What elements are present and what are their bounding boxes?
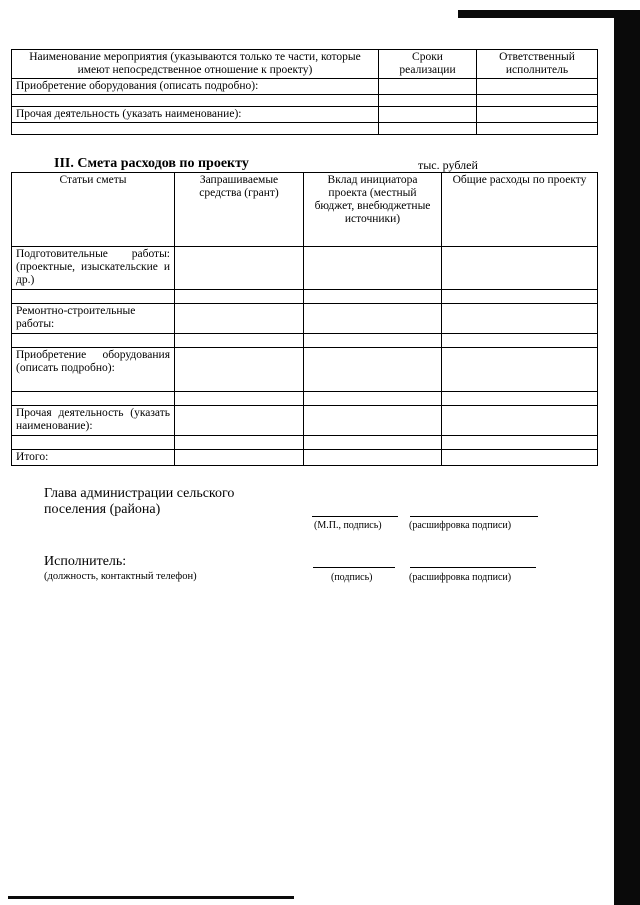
table-cell	[175, 392, 304, 406]
table-cell	[442, 290, 598, 304]
table-cell	[175, 334, 304, 348]
table-row-total	[12, 450, 598, 466]
head-decode-caption: (расшифровка подписи)	[409, 520, 512, 531]
table-row	[12, 348, 598, 392]
table-cell: Ремонтно-строительные работы:	[12, 304, 175, 334]
table-cell: Подготовительные работы: (проектные, изыскательские и др.)	[12, 247, 175, 290]
table-cell	[442, 436, 598, 450]
table-header-row	[12, 50, 598, 79]
head-signature-title: Глава администрации сельского поселения (района)	[44, 486, 235, 517]
table-cell	[477, 123, 598, 135]
executor-title: Исполнитель:	[44, 554, 127, 569]
table-cell	[379, 123, 477, 135]
table-row	[12, 107, 598, 123]
table-cell	[304, 290, 442, 304]
table-row	[12, 406, 598, 436]
table-cell	[442, 392, 598, 406]
table-cell	[442, 406, 598, 436]
table-cell	[304, 348, 442, 392]
executor-decode-line	[410, 567, 536, 568]
column-header-responsible: Ответственный исполнитель	[477, 50, 598, 79]
table-cell	[379, 107, 477, 123]
table-cell	[175, 247, 304, 290]
table-cell	[175, 290, 304, 304]
table-cell	[175, 406, 304, 436]
executor-sign-caption: (подпись)	[331, 572, 373, 583]
table-cell	[442, 304, 598, 334]
table-row	[12, 392, 598, 406]
executor-subtitle: (должность, контактный телефон)	[44, 571, 197, 582]
scan-edge-right	[614, 12, 640, 905]
table-cell	[304, 436, 442, 450]
table-cell	[304, 406, 442, 436]
table-cell-total-label: Итого:	[12, 450, 175, 466]
column-header-total: Общие расходы по проекту	[442, 173, 598, 247]
table-cell	[304, 392, 442, 406]
units-label: тыс. рублей	[418, 158, 478, 172]
table-cell	[175, 304, 304, 334]
table-cell	[379, 95, 477, 107]
table-cell: Прочая деятельность (указать наименование):	[12, 107, 379, 123]
events-table	[11, 49, 598, 135]
table-cell	[12, 123, 379, 135]
table-cell	[12, 290, 175, 304]
table-cell	[12, 334, 175, 348]
column-header-event: Наименование мероприятия (указываются только те части, которые имеют непосредственное отношение к проекту)	[12, 50, 379, 79]
column-header-contribution: Вклад инициатора проекта (местный бюджет, внебюджетные источники)	[304, 173, 442, 247]
table-cell	[12, 392, 175, 406]
executor-decode-caption: (расшифровка подписи)	[409, 572, 512, 583]
scan-edge-bottom	[8, 896, 294, 899]
table-cell	[304, 304, 442, 334]
table-cell	[442, 334, 598, 348]
column-header-items: Статьи сметы	[12, 173, 175, 247]
section-title: III. Смета расходов по проекту	[54, 156, 249, 171]
table-cell: Прочая деятельность (указать наименование):	[12, 406, 175, 436]
table-row	[12, 79, 598, 95]
table-cell	[175, 348, 304, 392]
table-cell	[442, 450, 598, 466]
head-decode-line	[410, 516, 538, 517]
table-row	[12, 247, 598, 290]
table-cell	[477, 95, 598, 107]
table-row	[12, 95, 598, 107]
column-header-dates: Сроки реализации	[379, 50, 477, 79]
table-cell	[175, 436, 304, 450]
column-header-requested: Запрашиваемые средства (грант)	[175, 173, 304, 247]
executor-signature-line	[313, 567, 395, 568]
table-cell	[379, 79, 477, 95]
scan-edge-top	[458, 10, 640, 18]
table-cell: Приобретение оборудования (описать подробно):	[12, 348, 175, 392]
head-sign-caption: (М.П., подпись)	[314, 520, 382, 531]
table-row	[12, 304, 598, 334]
budget-table	[11, 172, 598, 466]
table-header-row	[12, 173, 598, 247]
table-row	[12, 290, 598, 304]
table-cell: Приобретение оборудования (описать подробно):	[12, 79, 379, 95]
table-cell	[442, 247, 598, 290]
table-cell	[12, 436, 175, 450]
table-row	[12, 334, 598, 348]
table-cell	[477, 79, 598, 95]
table-cell	[12, 95, 379, 107]
table-cell	[304, 247, 442, 290]
table-row	[12, 436, 598, 450]
table-cell	[477, 107, 598, 123]
table-cell	[175, 450, 304, 466]
table-row	[12, 123, 598, 135]
table-cell	[304, 450, 442, 466]
table-cell	[442, 348, 598, 392]
table-cell	[304, 334, 442, 348]
head-signature-line	[312, 516, 398, 517]
